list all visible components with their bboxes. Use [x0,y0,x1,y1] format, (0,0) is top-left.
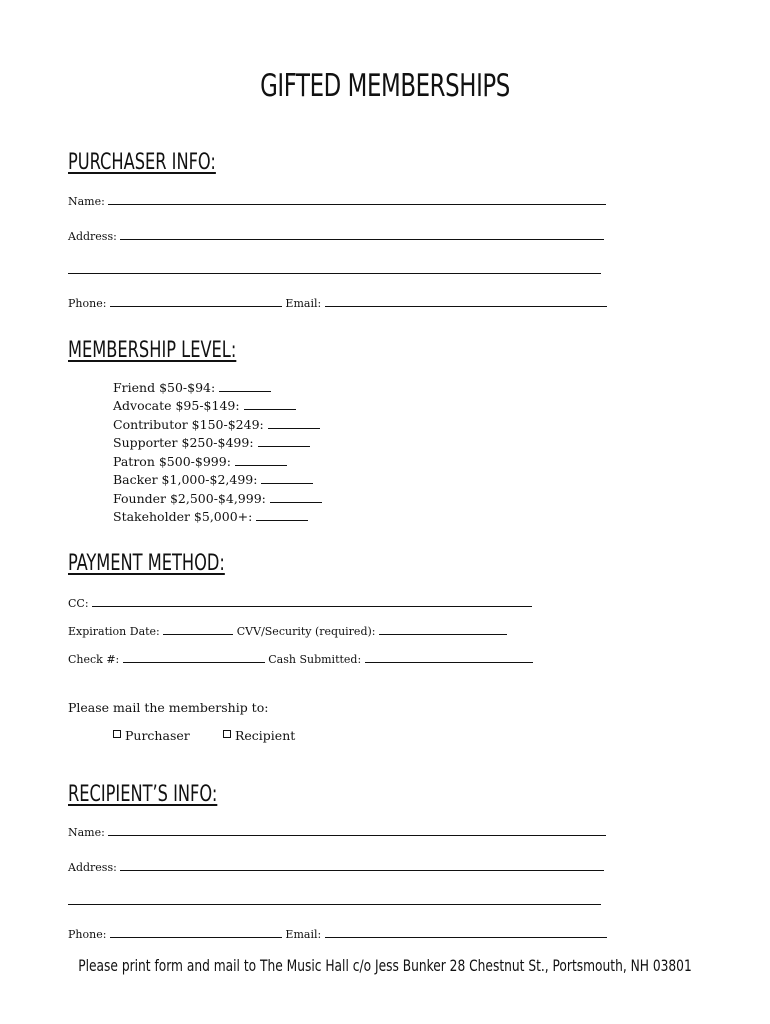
level-field[interactable] [256,510,308,521]
cash-label: Cash Submitted: [268,653,362,666]
recipient-address-field[interactable] [120,860,604,871]
option-recipient-label: Recipient [235,728,296,743]
purchaser-address-line2-field[interactable] [68,273,601,274]
cash-field[interactable] [365,652,533,663]
expiration-field[interactable] [163,624,233,635]
level-label: Friend $50-$94: [113,380,216,395]
check-label: Check #: [68,653,120,666]
recipient-email-label: Email: [285,928,322,941]
cc-label: CC: [68,597,89,610]
purchaser-name-row [68,194,606,208]
page-title: GIFTED MEMBERSHIPS [260,68,510,104]
recipient-contact-row [68,927,607,941]
level-field[interactable] [261,473,313,484]
checkbox-icon[interactable] [113,730,121,738]
expiration-label: Expiration Date: [68,625,160,638]
level-field[interactable] [258,436,310,447]
cvv-field[interactable] [379,624,507,635]
mail-prompt: Please mail the membership to: [68,700,269,715]
checkbox-icon[interactable] [223,730,231,738]
mail-option-purchaser[interactable] [113,728,190,743]
payment-method-heading: PAYMENT METHOD: [68,551,225,576]
purchaser-name-field[interactable] [108,194,606,205]
level-label: Backer $1,000-$2,499: [113,472,258,487]
purchaser-contact-row [68,296,607,310]
purchaser-address-row [68,229,604,243]
membership-level-row [113,380,271,395]
cc-row [68,596,532,610]
level-field[interactable] [244,399,296,410]
recipient-phone-label: Phone: [68,928,107,941]
level-label: Contributor $150-$249: [113,417,264,432]
level-label: Patron $500-$999: [113,454,231,469]
recipient-phone-field[interactable] [110,927,282,938]
footer-mailing-instructions: Please print form and mail to The Music Hall c/o Jess Bunker 28 Chestnut St., Portsmouth, NH 03801 [78,956,692,975]
recipient-info-heading: RECIPIENT’S INFO: [68,782,218,807]
membership-level-row [113,491,322,506]
expiration-row [68,624,507,638]
cvv-label: CVV/Security (required): [236,625,376,638]
membership-level-row [113,472,313,487]
membership-level-row [113,417,320,432]
membership-level-row [113,435,310,450]
check-row [68,652,533,666]
cc-field[interactable] [92,596,532,607]
option-purchaser-label: Purchaser [125,728,190,743]
membership-level-row [113,398,296,413]
recipient-email-field[interactable] [325,927,607,938]
recipient-name-label: Name: [68,826,105,839]
purchaser-info-heading: PURCHASER INFO: [68,150,216,175]
level-label: Advocate $95-$149: [113,398,240,413]
purchaser-email-field[interactable] [325,296,607,307]
membership-level-heading: MEMBERSHIP LEVEL: [68,338,237,363]
level-label: Stakeholder $5,000+: [113,509,253,524]
purchaser-email-label: Email: [285,297,322,310]
purchaser-name-label: Name: [68,195,105,208]
level-label: Supporter $250-$499: [113,435,254,450]
check-field[interactable] [123,652,265,663]
recipient-address-line2-field[interactable] [68,904,601,905]
purchaser-phone-label: Phone: [68,297,107,310]
level-field[interactable] [235,455,287,466]
level-label: Founder $2,500-$4,999: [113,491,266,506]
mail-option-recipient[interactable] [223,728,295,743]
level-field[interactable] [219,381,271,392]
level-field[interactable] [270,492,322,503]
purchaser-phone-field[interactable] [110,296,282,307]
recipient-name-field[interactable] [108,825,606,836]
recipient-address-row [68,860,604,874]
purchaser-address-field[interactable] [120,229,604,240]
purchaser-address-label: Address: [68,230,117,243]
membership-level-row [113,509,308,524]
level-field[interactable] [268,418,320,429]
membership-level-row [113,454,287,469]
recipient-name-row [68,825,606,839]
recipient-address-label: Address: [68,861,117,874]
